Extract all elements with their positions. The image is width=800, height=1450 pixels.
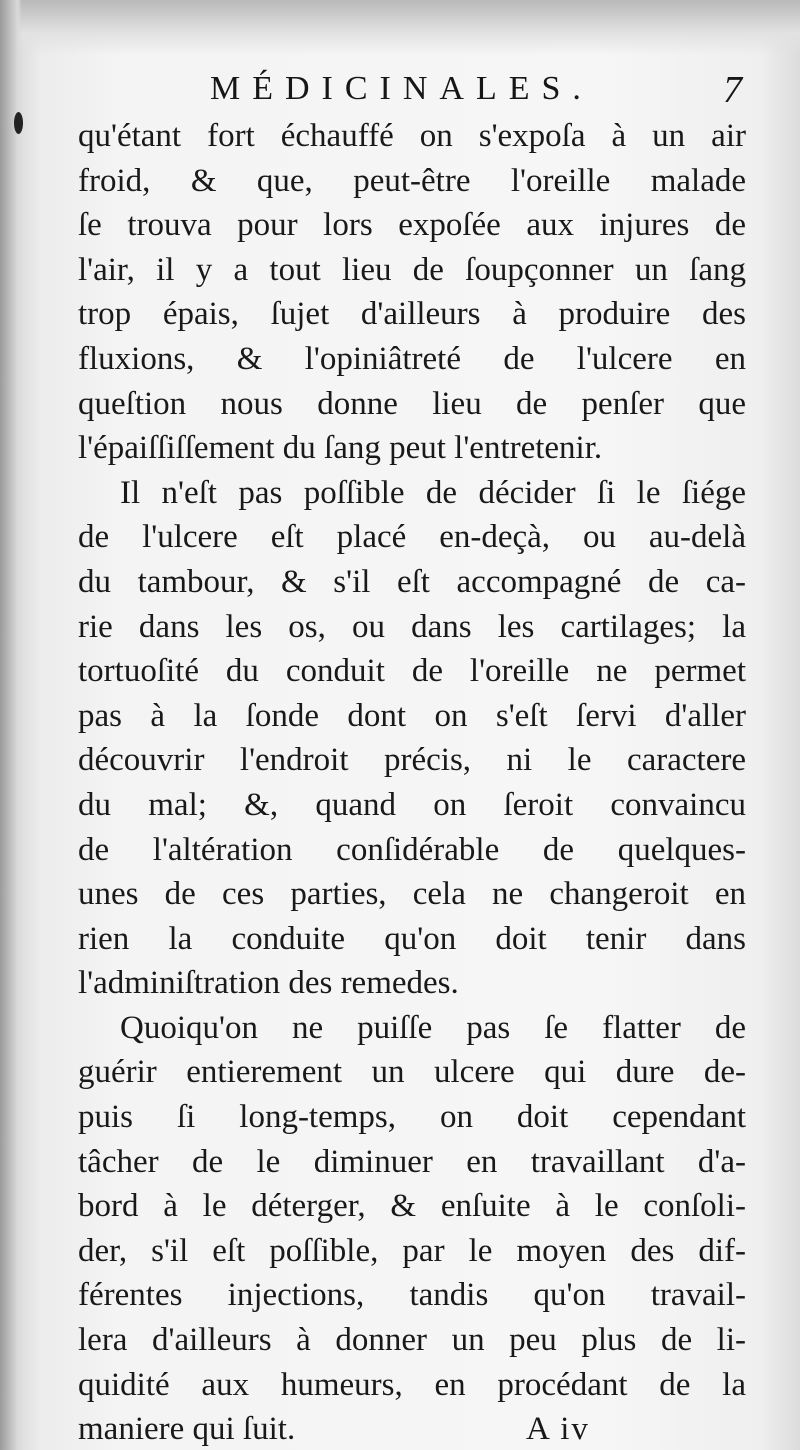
running-head <box>210 70 770 118</box>
text-line: lera d'ailleurs à donner un peu plus de li- <box>78 1322 746 1359</box>
paragraph-first-line: Il n'eſt pas poſſible de décider ſi le ſiége <box>120 474 746 511</box>
text-line: férentes injections, tandis qu'on travail- <box>78 1277 746 1314</box>
ink-blot-mark <box>14 112 23 134</box>
page-top-shadow <box>0 0 800 55</box>
text-line: qu'étant fort échauffé on s'expoſa à un air <box>78 118 746 154</box>
page-gutter-edge <box>0 0 22 1450</box>
text-line: tortuoſité du conduit de l'oreille ne permet <box>78 653 746 690</box>
text-line: l'adminiſtration des remedes. <box>78 965 459 1002</box>
text-line: fluxions, & l'opiniâtreté de l'ulcere en <box>78 340 746 377</box>
text-line: guérir entierement un ulcere qui dure de- <box>78 1054 746 1091</box>
paragraph-first-line: Quoiqu'on ne puiſſe pas ſe flatter de <box>120 1009 746 1046</box>
body-text <box>78 114 746 1450</box>
text-line: découvrir l'endroit précis, ni le caractere <box>78 742 746 779</box>
running-head-title: MÉDICINALES. <box>210 70 593 107</box>
text-line: bord à le déterger, & enſuite à le conſoli- <box>78 1188 746 1225</box>
text-line: l'air, il y a tout lieu de ſoupçonner un ſang <box>78 251 746 288</box>
text-line: queſtion nous donne lieu de penſer que <box>78 385 746 422</box>
text-line: du tambour, & s'il eſt accompagné de ca- <box>78 563 746 600</box>
text-line: rie dans les os, ou dans les cartilages; la <box>78 608 746 645</box>
text-line: der, s'il eſt poſſible, par le moyen des dif- <box>78 1232 746 1269</box>
page-number: 7 <box>723 69 742 111</box>
text-line: maniere qui ſuit. <box>78 1411 296 1448</box>
text-line: de l'ulcere eſt placé en-deçà, ou au-delà <box>78 519 746 556</box>
text-line: unes de ces parties, cela ne changeroit en <box>78 876 746 913</box>
text-line: pas à la ſonde dont on s'eſt ſervi d'aller <box>78 697 746 734</box>
text-line: rien la conduite qu'on doit tenir dans <box>78 920 746 957</box>
text-line: trop épais, ſujet d'ailleurs à produire des <box>78 296 746 333</box>
text-line: tâcher de le diminuer en travaillant d'a- <box>78 1143 746 1180</box>
text-line: ſe trouva pour lors expoſée aux injures de <box>78 207 746 244</box>
signature-mark: A iv <box>526 1411 590 1448</box>
final-line <box>78 1407 746 1450</box>
text-line: du mal; &, quand on ſeroit convaincu <box>78 786 746 823</box>
text-line: quidité aux humeurs, en procédant de la <box>78 1366 746 1403</box>
text-line: l'épaiſſiſſement du ſang peut l'entretenir. <box>78 430 603 467</box>
text-line: de l'altération conſidérable de quelques- <box>78 831 746 868</box>
text-line: froid, & que, peut-être l'oreille malade <box>78 162 746 199</box>
text-line: puis ſi long-temps, on doit cependant <box>78 1099 746 1136</box>
